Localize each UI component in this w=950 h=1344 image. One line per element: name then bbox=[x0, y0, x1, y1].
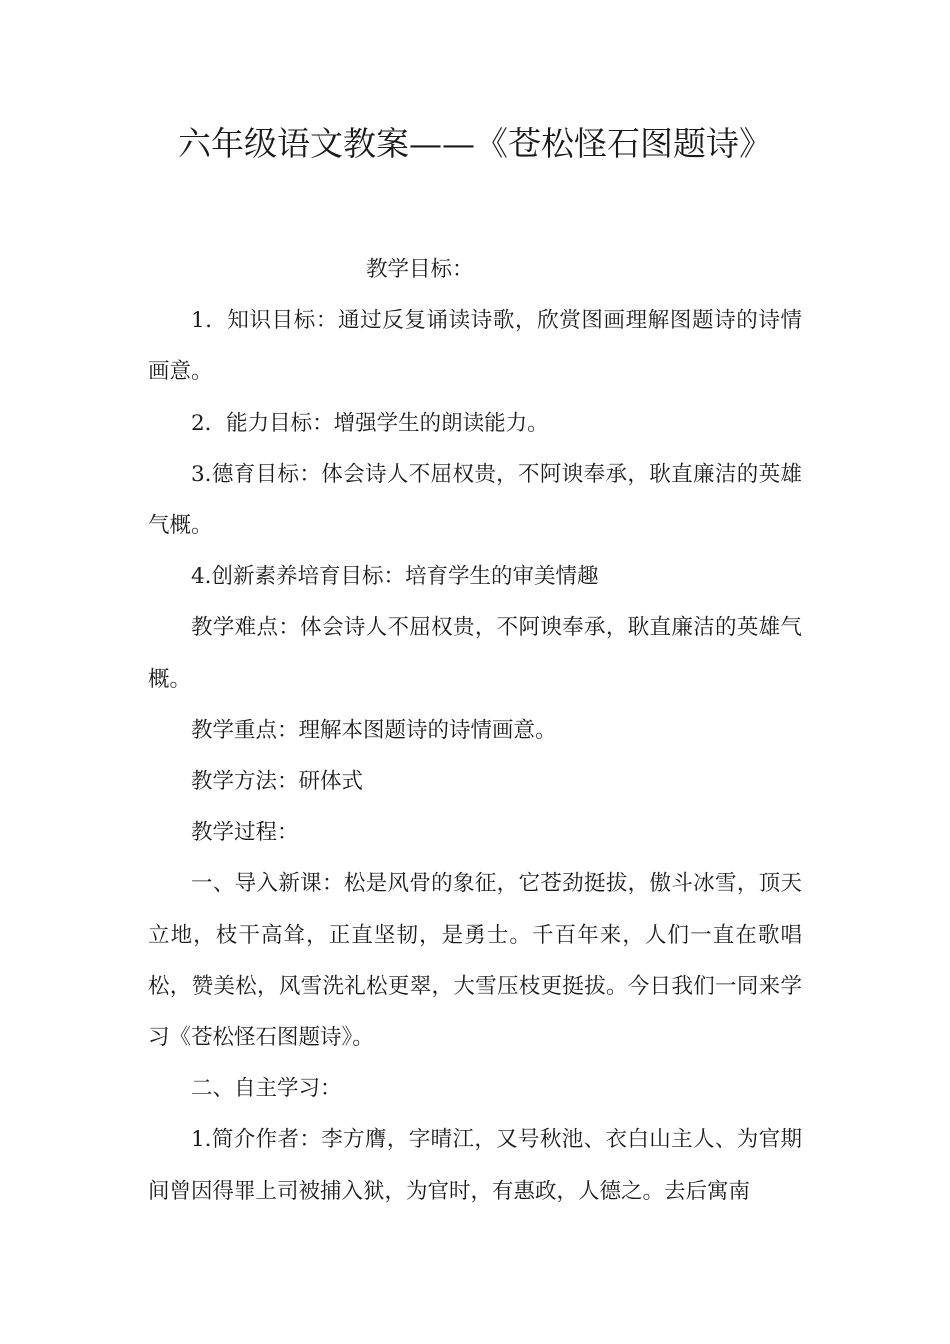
paragraph-teaching-difficulty: 教学难点：体会诗人不屈权贵，不阿谀奉承，耿直廉洁的英雄气概。 bbox=[148, 615, 802, 692]
document-body bbox=[148, 244, 802, 1217]
paragraph-knowledge-goal: 1．知识目标：通过反复诵读诗歌，欣赏图画理解图题诗的诗情画意。 bbox=[148, 308, 802, 385]
paragraph-teaching-method: 教学方法：研体式 bbox=[191, 769, 364, 795]
paragraph-teaching-process: 教学过程： bbox=[191, 820, 299, 846]
paragraph-moral-goal: 3.德育目标：体会诗人不屈权贵，不阿谀奉承，耿直廉洁的英雄气概。 bbox=[148, 461, 802, 539]
document-title: 六年级语文教案——《苍松怪石图题诗》 bbox=[178, 124, 772, 163]
paragraph-self-study-heading: 二、自主学习： bbox=[191, 1076, 342, 1102]
paragraph-teaching-focus: 教学重点：理解本图题诗的诗情画意。 bbox=[191, 717, 557, 743]
paragraph-ability-goal: 2．能力目标：增强学生的朗读能力。 bbox=[191, 410, 549, 436]
paragraph-author-intro: 1.简介作者：李方膺，字晴江，又号秋池、衣白山主人、为官期间曾因得罪上司被捕入狱，为官时，有惠政，人德之。去后寓南 bbox=[148, 1127, 802, 1204]
paragraph-introduction: 一、导入新课：松是风骨的象征，它苍劲挺拔，傲斗冰雪，顶天立地，枝干高耸，正直坚韧，是勇士。千百年来，人们一直在歌唱松，赞美松，风雪洗礼松更翠，大雪压枝更挺拔。今日我们一同来学习《苍松怪石图题诗》。 bbox=[148, 871, 802, 1051]
section-heading-teaching-goals: 教学目标： bbox=[366, 257, 474, 282]
paragraph-innovation-goal: 4.创新素养培育目标：培育学生的审美情趣 bbox=[191, 564, 599, 590]
